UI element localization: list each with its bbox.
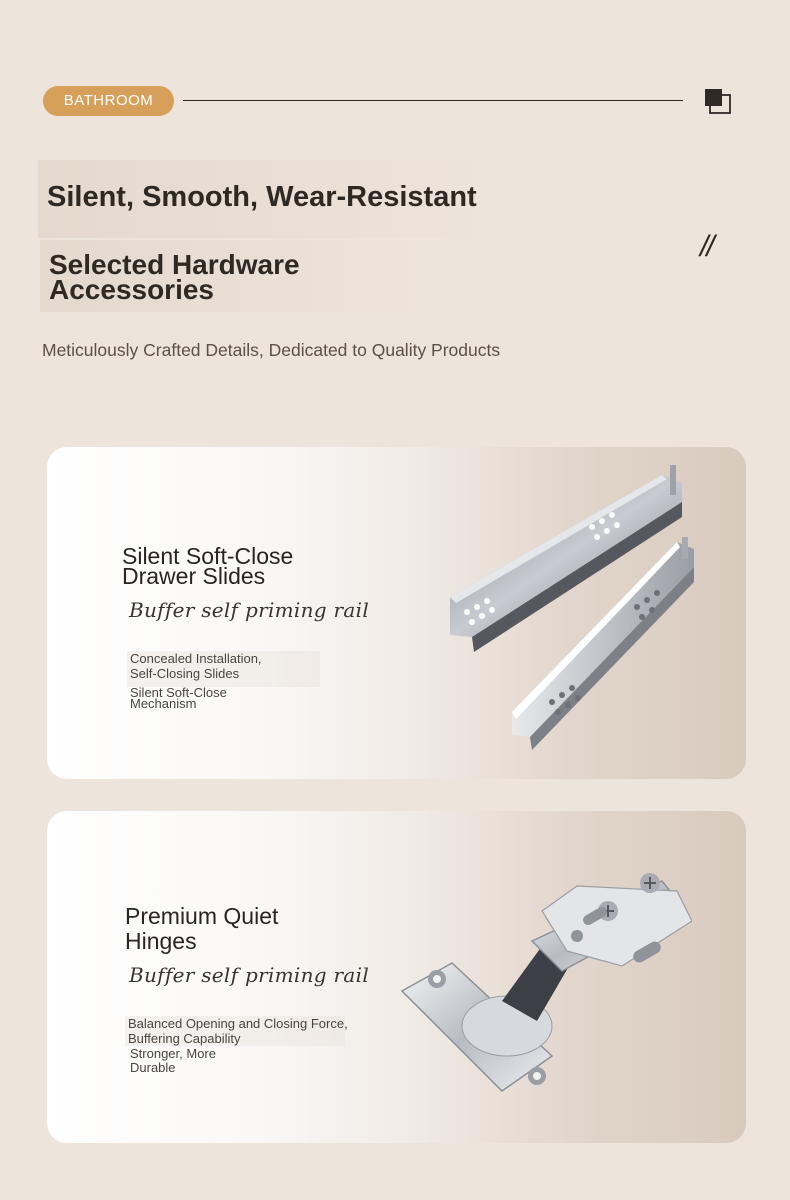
feature-1-line-1: Balanced Opening and Closing Force, — [128, 1016, 348, 1031]
script-caption: Buffer self priming rail — [129, 598, 370, 622]
feature-2-line-1: Silent Soft-Close — [130, 685, 227, 700]
feature-2-line-1: Stronger, More — [130, 1046, 216, 1061]
product-title-line-1: Premium Quiet — [125, 903, 279, 929]
subheadline-line-2: Accessories — [49, 274, 215, 305]
headline: Silent, Smooth, Wear-Resistant — [47, 181, 477, 213]
decorative-slashes: // — [700, 230, 713, 263]
feature-2-line-2: Mechanism — [130, 696, 197, 711]
script-caption: Buffer self priming rail — [129, 963, 370, 987]
subheadline-block — [40, 240, 408, 312]
feature-1-line-2: Self-Closing Slides — [130, 666, 240, 681]
product-title-line-1: Silent Soft-Close — [122, 543, 294, 569]
header-divider — [183, 100, 683, 101]
hinge-image — [392, 851, 692, 1121]
headline-block — [38, 160, 477, 238]
feature-1-line-2: Buffering Capability — [128, 1031, 241, 1046]
product-title-line-2: Drawer Slides — [122, 563, 266, 589]
product-card-drawer-slides[interactable] — [47, 447, 746, 779]
feature-2-line-2: Durable — [130, 1060, 176, 1075]
subheadline-line-1: Selected Hardware — [49, 249, 300, 280]
product-card-hinges[interactable] — [47, 811, 746, 1143]
product-title-line-2: Hinges — [125, 928, 197, 954]
drawer-slides-image — [442, 457, 702, 757]
category-tag[interactable]: BATHROOM — [43, 86, 174, 116]
tagline: Meticulously Crafted Details, Dedicated to Quality Products — [42, 340, 501, 360]
feature-1-line-1: Concealed Installation, — [130, 651, 262, 666]
overlapping-squares-icon — [704, 88, 731, 114]
